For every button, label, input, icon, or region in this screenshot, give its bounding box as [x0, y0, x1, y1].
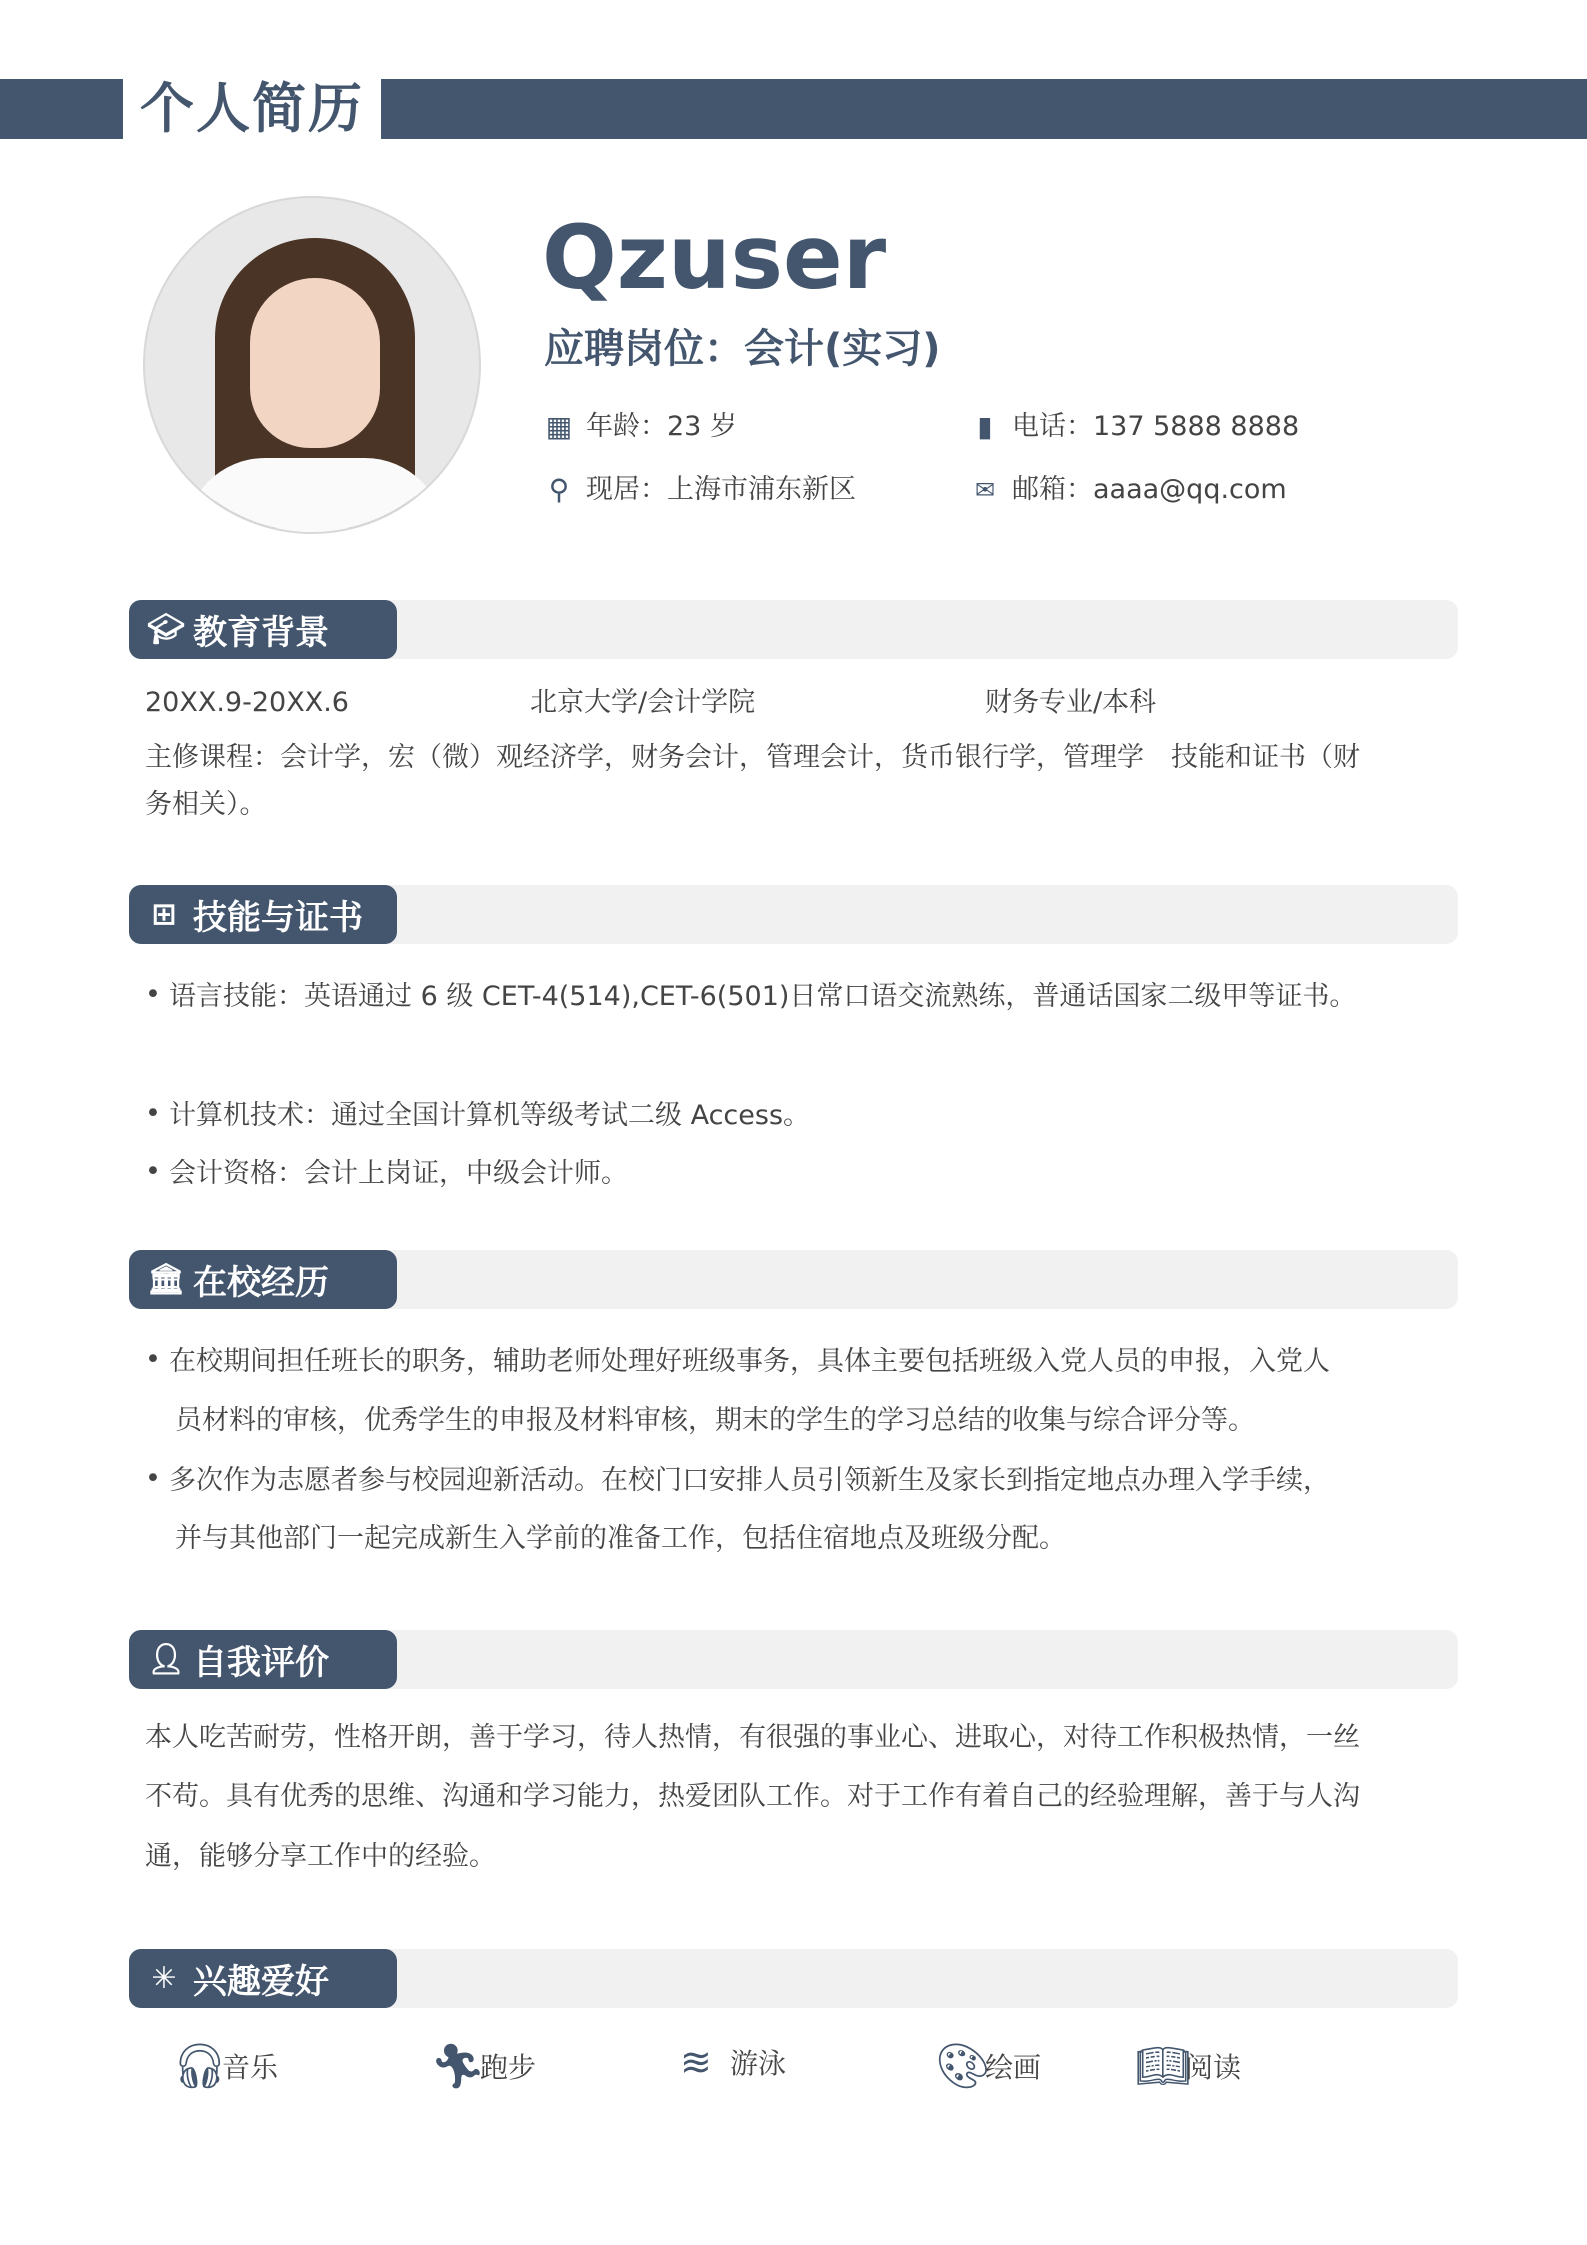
self-eval-line: 本人吃苦耐劳，性格开朗，善于学习，待人热情，有很强的事业心、进取心，对待工作积极热情，一丝 — [145, 1722, 1360, 1753]
section-title: 自我评价 — [193, 1643, 329, 1683]
mail-icon: ✉ — [974, 476, 996, 504]
headphones-icon: 🎧︎ — [172, 2041, 228, 2092]
asterisk-icon: ✳︎ — [151, 1961, 177, 1996]
calendar-icon: ▦ — [545, 410, 573, 443]
phone-icon: ▮ — [977, 410, 993, 443]
hobby-reading — [1135, 2040, 1241, 2092]
bullet: • — [145, 1463, 161, 1494]
section-title: 教育背景 — [193, 613, 329, 653]
location-pin-icon: ⚲ — [548, 473, 570, 506]
edu-courses: 主修课程：会计学，宏（微）观经济学，财务会计，管理会计，货币银行学，管理学 技能和证书（财 — [145, 742, 1360, 773]
skill-item: 会计资格：会计上岗证，中级会计师。 — [169, 1158, 628, 1189]
hobby-label: 绘画 — [985, 2051, 1042, 2084]
institution-icon: 🏛︎ — [147, 1262, 186, 1297]
applicant-name: Qzuser — [542, 206, 887, 309]
email-text: 邮箱：aaaa@qq.com — [1012, 474, 1287, 505]
section-header-self — [129, 1630, 1458, 1689]
running-icon: 🏃︎ — [430, 2041, 486, 2092]
graduation-cap-icon: 🎓︎ — [147, 612, 186, 647]
campus-item: 多次作为志愿者参与校园迎新活动。在校门口安排人员引领新生及家长到指定地点办理入学手续， — [169, 1465, 1330, 1496]
phone-text: 电话：137 5888 8888 — [1012, 411, 1300, 442]
edu-major: 财务专业/本科 — [985, 687, 1157, 718]
hobby-painting — [935, 2040, 1041, 2092]
location-text: 现居：上海市浦东新区 — [586, 474, 856, 505]
campus-item: 在校期间担任班长的职务，辅助老师处理好班级事务，具体主要包括班级入党人员的申报，入党人 — [169, 1346, 1330, 1377]
bullet: • — [145, 1156, 161, 1187]
age-text: 年龄：23 岁 — [586, 411, 737, 442]
section-header-skills — [129, 885, 1458, 944]
skill-item: 语言技能：英语通过 6 级 CET-4(514),CET-6(501)日常口语交流熟练，普通话国家二级甲等证书。 — [169, 981, 1357, 1012]
self-eval-line: 通，能够分享工作中的经验。 — [145, 1841, 496, 1872]
person-icon: 👤︎ — [147, 1642, 186, 1677]
hobby-label: 阅读 — [1185, 2051, 1242, 2084]
section-title: 兴趣爱好 — [193, 1962, 329, 2002]
section-title: 在校经历 — [193, 1263, 329, 1303]
palette-icon: 🎨︎ — [935, 2041, 991, 2092]
hobby-label: 音乐 — [222, 2051, 279, 2084]
avatar-photo — [143, 196, 481, 534]
edu-school: 北京大学/会计学院 — [530, 687, 756, 718]
location-info — [544, 472, 856, 508]
edu-courses-cont: 务相关）。 — [145, 789, 267, 820]
section-header-campus — [129, 1250, 1458, 1309]
hobby-swimming — [680, 2040, 786, 2084]
campus-item-cont: 员材料的审核，优秀学生的申报及材料审核，期末的学生的学习总结的收集与综合评分等。 — [175, 1405, 1255, 1436]
section-header-education — [129, 600, 1458, 659]
email-info — [970, 472, 1287, 508]
book-icon: 📖︎ — [1135, 2041, 1191, 2092]
page-title: 个人简历 — [123, 72, 381, 146]
section-title: 技能与证书 — [193, 898, 363, 938]
bullet: • — [145, 1344, 161, 1375]
phone-info — [970, 409, 1299, 445]
section-header-hobbies — [129, 1949, 1458, 2008]
bullet: • — [145, 1098, 161, 1129]
windows-grid-icon: ⊞ — [151, 897, 177, 932]
edu-period: 20XX.9-20XX.6 — [145, 687, 349, 718]
campus-item-cont: 并与其他部门一起完成新生入学前的准备工作，包括住宿地点及班级分配。 — [175, 1523, 1066, 1554]
hobby-running — [430, 2040, 536, 2092]
skill-item: 计算机技术：通过全国计算机等级考试二级 Access。 — [169, 1100, 811, 1131]
bullet: • — [145, 979, 161, 1010]
hobby-label: 游泳 — [730, 2047, 787, 2080]
hobby-label: 跑步 — [480, 2051, 537, 2084]
swimming-icon: ≋ — [680, 2040, 712, 2084]
self-eval-line: 不苟。具有优秀的思维、沟通和学习能力，热爱团队工作。对于工作有着自己的经验理解，善于与人沟 — [145, 1781, 1360, 1812]
hobby-music — [172, 2040, 278, 2092]
age-info — [544, 409, 737, 445]
job-position: 应聘岗位：会计(实习) — [544, 326, 941, 372]
